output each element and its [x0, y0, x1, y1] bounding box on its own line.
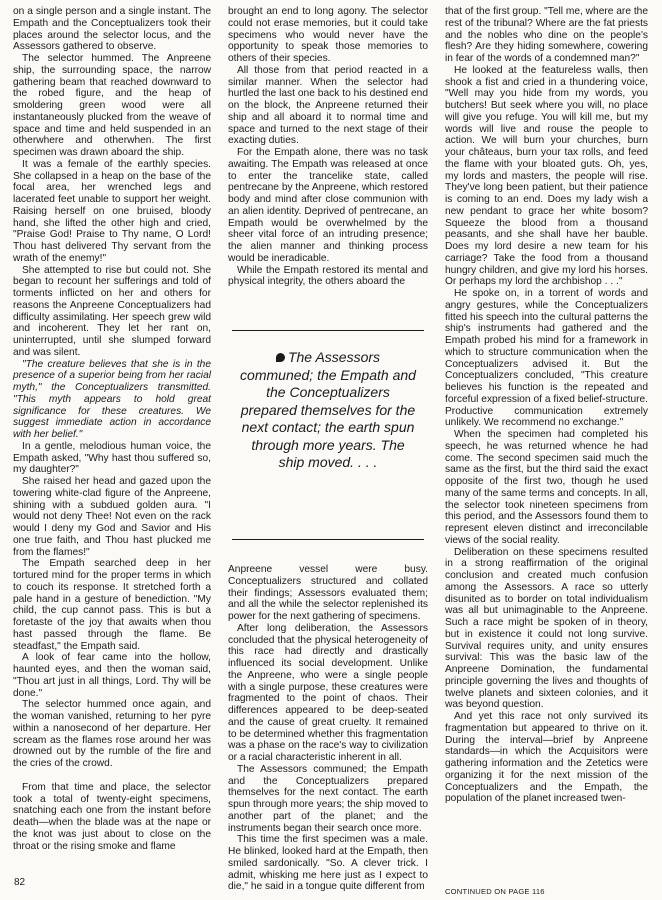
- paragraph: A look of fear came into the hollow, haunted eyes, and then the woman said, "Thou art just in all things, Lord. Thy will be done.": [13, 652, 211, 699]
- paragraph: All those from that period reacted in a similar manner. When the selector had hurtled the last one back to his destined end on the block, the Anpreene returned their ship and all aboard it to normal time and space and turned to the next stage of their exacting duties.: [228, 64, 428, 147]
- pull-quote-mark-icon: [276, 353, 285, 362]
- paragraph: In a gentle, melodious human voice, the Empath asked, "Why hast thou suffered so, my daughter?": [13, 440, 211, 476]
- paragraph: When the specimen had completed his speech, he was returned whence he had come. The second specimen said much the same as the first, but the third said the exact opposite of the first two, though he used many of the same terms and concepts. In all, the selector took nineteen specimens from this period, and the Assessors found them to represent eleven distinct and irreconcilable views of the social reality.: [445, 429, 648, 546]
- column-2-bottom: [228, 564, 428, 893]
- paragraph: Deliberation on these specimens resulted in a strong reaffirmation of the original conclusion and created much confusion among the Assessors. A race so utterly disunited as to border on total individualism was all but unimaginable to the Anpreene. Such a race might be spoken of in theory, but in existence it could not long survive. Survival requires unity, and unity ensures survival: This was the basic law of the Anpreene Domination, the fundamental principle governing the lives and thoughts of twelve planets and sixteen colonies, and it was beyond question.: [445, 546, 648, 711]
- pull-quote: [232, 349, 424, 472]
- paragraph: The selector hummed once again, and the woman vanished, returning to her pyre within a nanosecond of her departure. Her scream as the flames rose around her was drowned out by the rumble of the fire and the cries of the crowd.: [13, 699, 211, 769]
- paragraph: The Empath searched deep in her tortured mind for the proper terms in which to couch its response. It stretched forth a pale hand in a gesture of benediction. "My child, the cup cannot pass. This is but a foretaste of the joy that awaits when thou hast passed through the flame. Be steadfast," the Empath said.: [13, 558, 211, 652]
- paragraph: She attempted to rise but could not. She began to recount her sufferings and told of torments inflicted on her and others for reasons the Anpreene Conceptualizers had difficulty assimilating. Her speech grew wild and incoherent. They let her rant on, uninterrupted, until she slumped forward and was silent.: [13, 264, 211, 358]
- paragraph: From that time and place, the selector took a total of twenty-eight specimens, snatching each one from the instant before death—when the blade was at the nape or the knot was just about to close on the throat or the rising smoke and flame: [13, 781, 211, 852]
- paragraph: The selector hummed. The Anpreene ship, the surrounding space, the narrow gathering beam that reached downward to the robed figure, and the heap of smoldering green wood were all instantaneously plucked from the weave of space and time and held suspended in an otherwhere and otherwhen. The first specimen was drawn aboard the ship.: [13, 53, 211, 158]
- column-3: [445, 6, 648, 805]
- pull-quote-box: [232, 330, 424, 540]
- paragraph: brought an end to long agony. The selector could not erase memories, but it could take specimens who would never have the opportunity to speak those memories to others of their species.: [228, 6, 428, 64]
- pull-quote-text: The Assessors communed; the Empath and the Conceptualizers prepared themselves for the next contact; the earth spun through more years. The ship moved. . . .: [240, 349, 416, 470]
- paragraph: The Assessors communed; the Empath and the Conceptualizers prepared themselves for the next contact. The earth spun through more years; the ship moved to another part of the planet; and the instruments began their search once more.: [228, 763, 428, 834]
- paragraph: For the Empath alone, there was no task awaiting. The Empath was released at once to enter the trancelike state, called pentrecane by the Anpreene, which restored body and mind after close communion with an alien identity. Deprived of pentrecane, an Empath would be overwhelmed by the sheer vital force of an intruding presence; the alien manner and thinking process would be ineradicable.: [228, 147, 428, 264]
- paragraph: He looked at the featureless walls, then shook a fist and cried in a thundering voice, "Well may you hide from my words, you butchers! But seek where you will, no place will give you refuge. You will kill me, but my words will live and rouse the people to action. We will burn your churches, burn your châteaus, burn your tax rolls, and feed the flame with your bloated guts. Oh, yes, my lords and masters, the people will rise. They've long been patient, but their patience is coming to an end. Does my lady wish a new pendant to grace her white bosom? Squeeze the blood from a thousand peasants, and she shall have her bauble. Does my lord desire a new team for his carriage? Take the food from a thousand hungry children, and give my lord his horses. Or perhaps my lord the archbishop . . .": [445, 64, 648, 288]
- paragraph: This time the first specimen was a male. He blinked, looked hard at the Empath, then smiled sardonically. "So. A clever trick. I admit, whisking me here just as I expect to die," he said in a tongue quite different from: [228, 834, 428, 893]
- page-number: 82: [14, 877, 26, 888]
- column-1: [13, 6, 211, 852]
- paragraph: Anpreene vessel were busy. Conceptualizers structured and collated their findings; Assessors evaluated them; and all the while the selector replenished its power for the next gathering of specimens.: [228, 564, 428, 622]
- paragraph: It was a female of the earthly species. She collapsed in a heap on the base of the focal area, her wrenched legs and lacerated feet unable to support her weight. Raising herself on one bruised, bloody hand, she lifted the other high and cried, "Praise God! Praise to Thy name, O Lord! Thou hast delivered Thy servant from the wrath of the enemy!": [13, 158, 211, 264]
- paragraph: "The creature believes that she is in the presence of a superior being from her racial myth," the Conceptualizers transmitted. "This myth appears to hold great significance for these creatures. We suggest immediate action in accordance with her belief.": [13, 358, 211, 440]
- paragraph: And yet this race not only survived its fragmentation but appeared to thrive on it. During the interval—brief by Anpreene standards—in which the Acquisitors were gathering information and the Zetetics were organizing it for the next mission of the Conceptualizers and the Empath, the population of the planet increased twen-: [445, 711, 648, 805]
- column-2-top: [228, 6, 428, 288]
- paragraph: He spoke on, in a torrent of words and angry gestures, while the Conceptualizers fitted his speech into the cultural patterns the ship's instruments had gathered and the Empath probed his mind for a framework in which to structure communication when the Conceptualizers advised it. But the Conceptualizers concluded, "This creature believes his function is the repeated and forceful expression of a fixed belief-structure. Productive communication extremely unlikely. We recommend no exchange.": [445, 288, 648, 429]
- paragraph: She raised her head and gazed upon the towering white-clad figure of the Anpreene, shining with a subdued golden aura. "I would not deny Thee! Not even on the rack would I deny my God and Savior and His one true faith, and Thou hast plucked me from the flames!": [13, 476, 211, 558]
- paragraph: on a single person and a single instant. The Empath and the Conceptualizers took their places around the selector locus, and the Assessors gathered to observe.: [13, 6, 211, 53]
- continued-notice[interactable]: CONTINUED ON PAGE 116: [445, 887, 545, 896]
- paragraph: While the Empath restored its mental and physical integrity, the others aboard the: [228, 264, 428, 288]
- paragraph: that of the first group. "Tell me, where are the rest of the tribunal? Where are the fat priests and the nobles who dine on the people's flesh? Are they hiding somewhere, cowering in fear of the words of a condemned man?": [445, 6, 648, 64]
- paragraph: After long deliberation, the Assessors concluded that the physical heterogeneity of this race had directly and drastically influenced its social development. Unlike the Anpreene, who were a single people with a single purpose, these creatures were fragmented to the point of chaos. Their differences appeared to be deep-seated and the cause of great cruelty. It remained to be determined whether this fragmentation was a phase on the race's way to civilization or a racial characteristic inherent in all.: [228, 622, 428, 763]
